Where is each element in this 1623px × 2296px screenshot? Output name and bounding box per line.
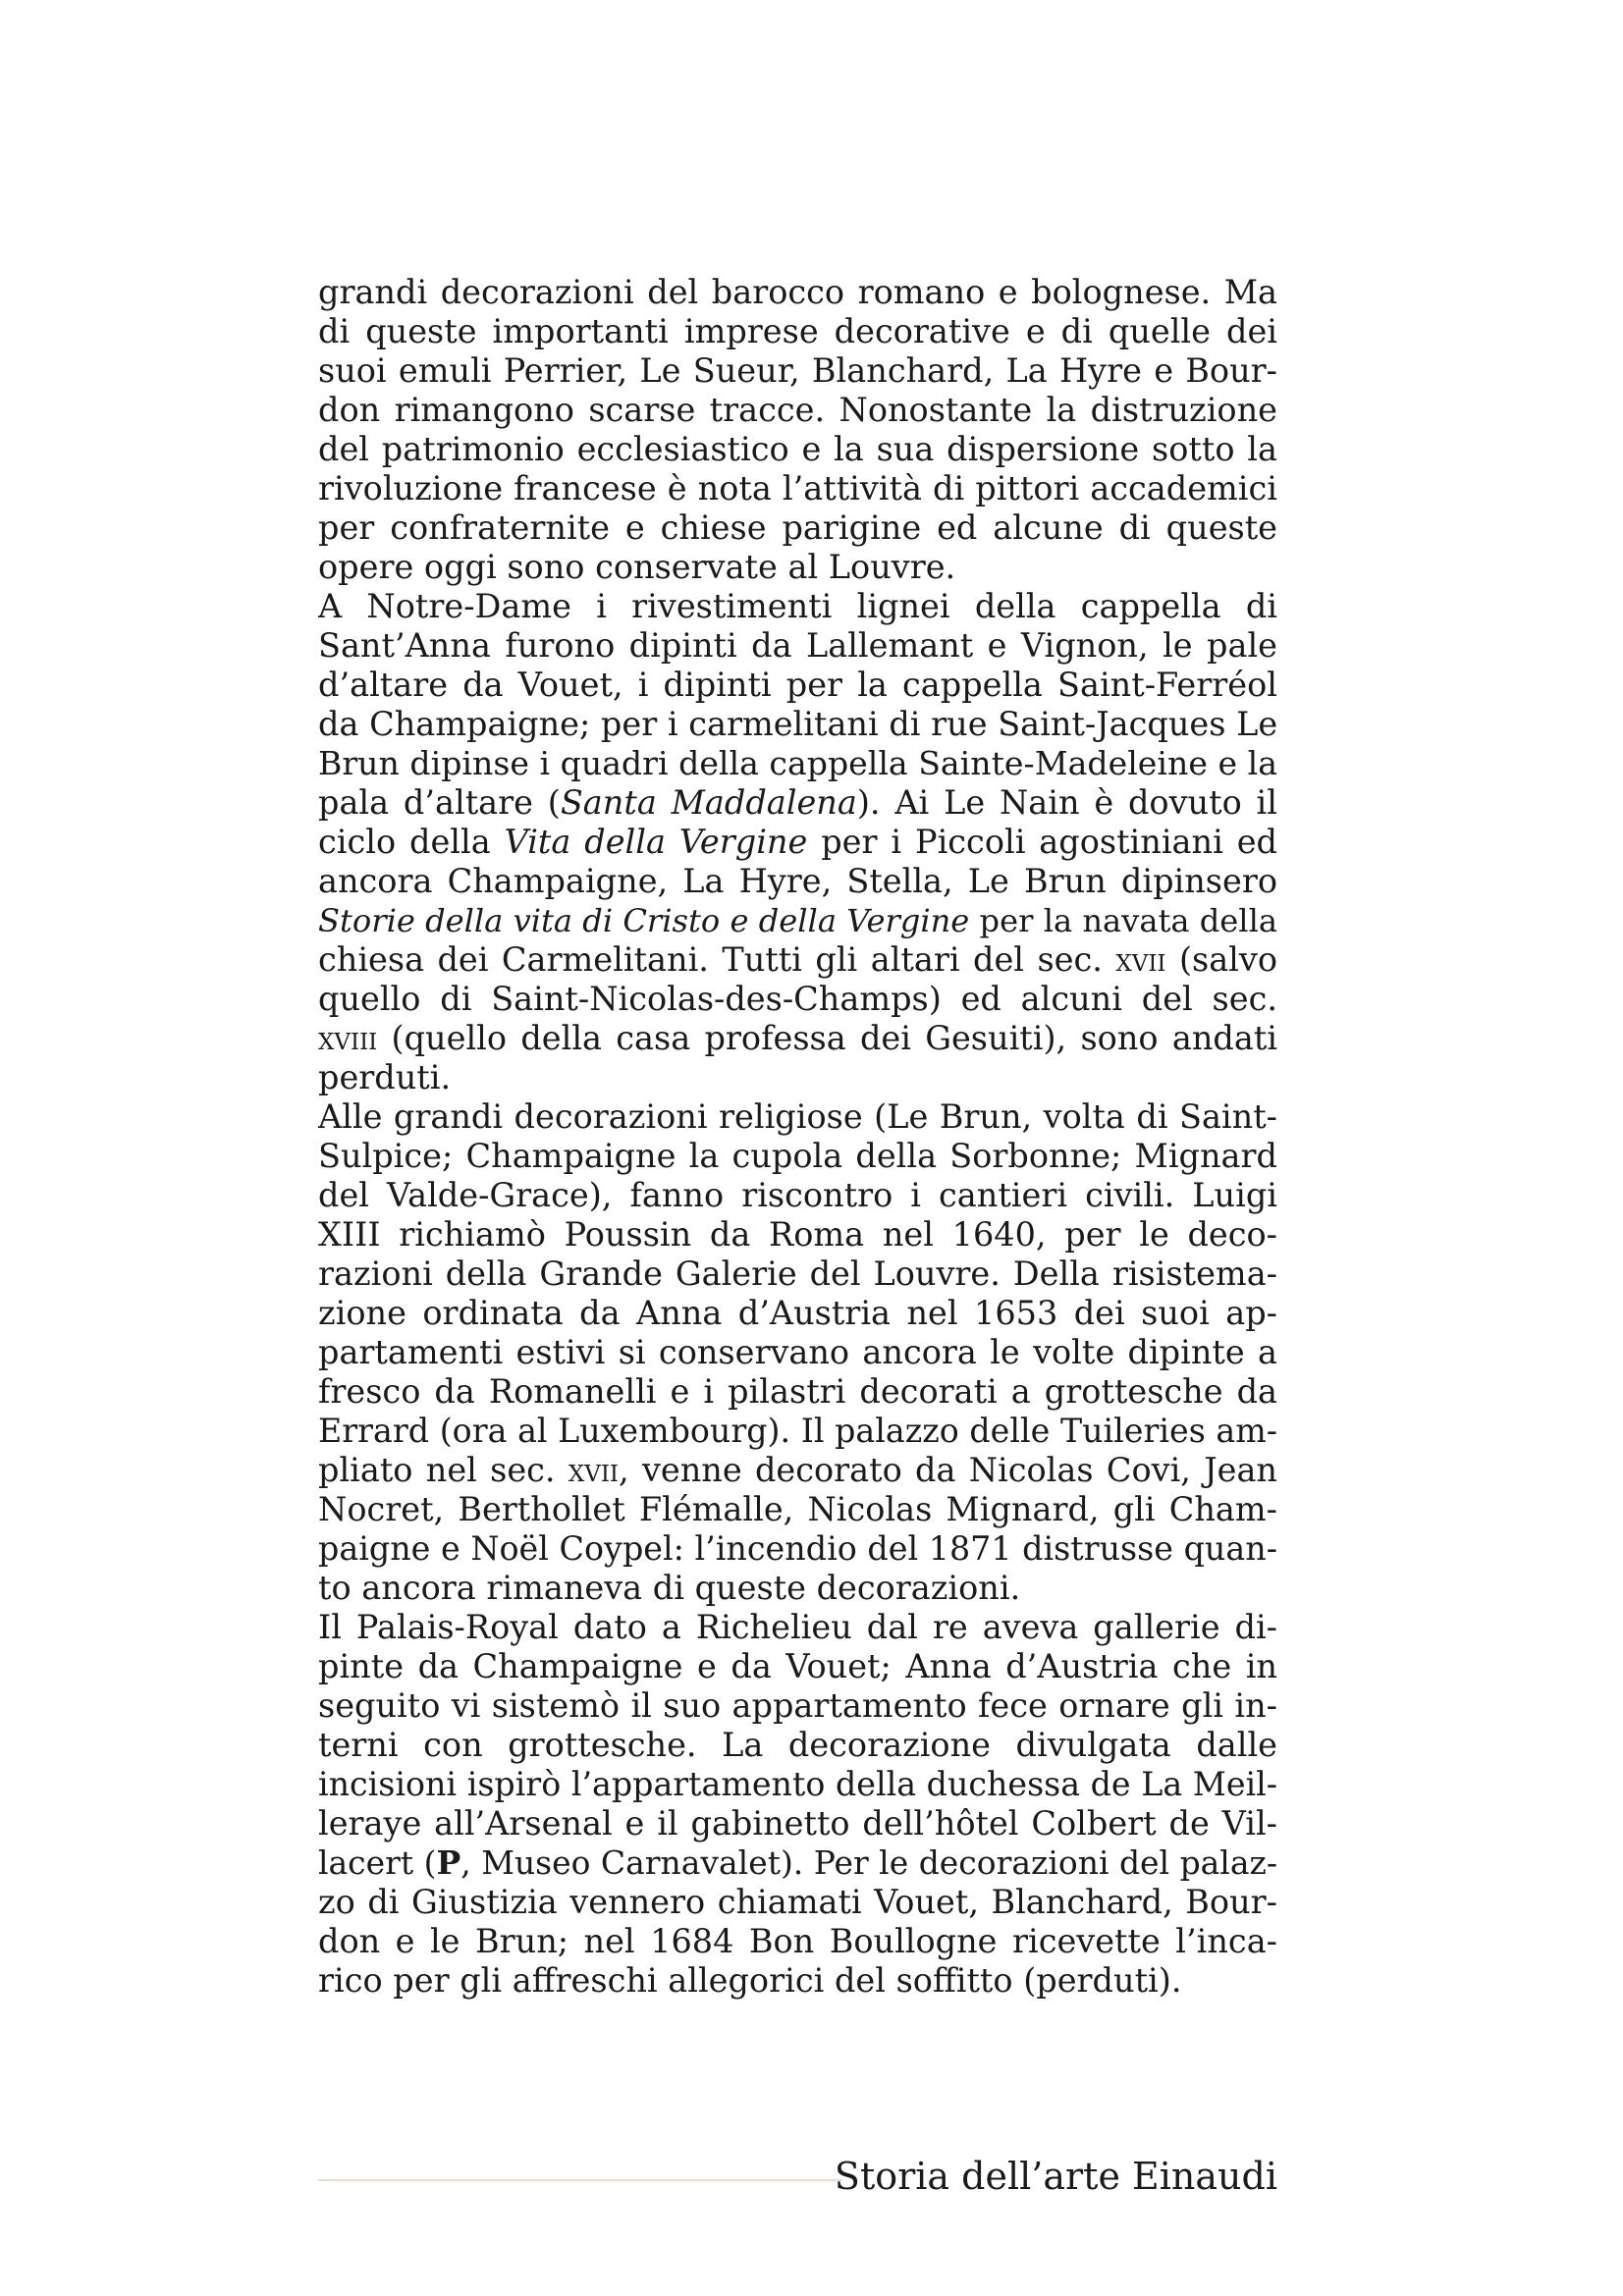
text-line: [318, 783, 1277, 823]
century-numeral: xviii: [318, 1019, 378, 1057]
italic-title: Vita della Vergine: [504, 823, 808, 861]
italic-title: Santa Maddalena: [560, 783, 857, 822]
text-line: rivoluzione francese è nota l’attività di pittori accademici: [318, 469, 1277, 507]
text-line: [318, 1843, 1277, 1883]
text-line: Alle grandi decorazioni religiose (Le Brun, volta di Saint-: [318, 1097, 1277, 1136]
text-fragment: (salvo: [1165, 940, 1277, 979]
text-line: zo di Giustizia vennero chiamati Vouet, Blanchard, Bour-: [318, 1883, 1277, 1921]
text-line: di queste importanti imprese decorative e di quelle dei: [318, 312, 1277, 350]
text-line: zione ordinata da Anna d’Austria nel 1653 dei suoi ap-: [318, 1294, 1277, 1332]
text-line: to ancora rimaneva di queste decorazioni.: [318, 1569, 1021, 1607]
text-line: Sulpice; Champaigne la cupola della Sorbonne; Mignard: [318, 1137, 1277, 1175]
footer-title: Storia dell’arte Einaudi: [834, 2155, 1277, 2198]
text-fragment: ). Ai Le Nain è dovuto il: [856, 783, 1277, 822]
text-fragment: , venne decorato da Nicolas Covi, Jean: [619, 1451, 1277, 1489]
text-line: [318, 823, 1277, 862]
text-line: perduti.: [318, 1058, 452, 1096]
text-line: quello di Saint-Nicolas-des-Champs) ed alcuni del sec.: [318, 980, 1277, 1018]
text-line: [318, 1451, 1277, 1490]
text-line: grandi decorazioni del barocco romano e bolognese. Ma: [318, 273, 1277, 311]
text-line: rico per gli affreschi allegorici del soffitto (perduti).: [318, 1961, 1182, 2000]
text-fragment: ciclo della: [318, 823, 505, 861]
century-numeral: xvii: [568, 1451, 620, 1489]
text-fragment: pala d’altare (: [318, 783, 561, 822]
text-fragment: pliato nel sec.: [318, 1451, 568, 1489]
text-line: [318, 1019, 1277, 1058]
text-line: razioni della Grande Galerie del Louvre. Della risistema-: [318, 1255, 1277, 1293]
text-line: del patrimonio ecclesiastico e la sua dispersione sotto la: [318, 430, 1277, 468]
text-line: Sant’Anna furono dipinti da Lallemant e Vignon, le pale: [318, 626, 1277, 665]
text-line: terni con grottesche. La decorazione divulgata dalle: [318, 1726, 1277, 1764]
text-line: Brun dipinse i quadri della cappella Sainte-Madeleine e la: [318, 744, 1277, 782]
text-line: d’altare da Vouet, i dipinti per la cappella Saint-Ferréol: [318, 666, 1277, 704]
text-line: Errard (ora al Luxembourg). Il palazzo delle Tuileries am-: [318, 1412, 1277, 1450]
text-line: Nocret, Berthollet Flémalle, Nicolas Mignard, gli Cham-: [318, 1490, 1277, 1528]
bold-abbreviation: P: [436, 1843, 461, 1882]
text-line: fresco da Romanelli e i pilastri decorati a grottesche da: [318, 1372, 1277, 1411]
text-line: seguito vi sistemò il suo appartamento fece ornare gli in-: [318, 1686, 1277, 1725]
text-line: don e le Brun; nel 1684 Bon Boullogne ricevette l’inca-: [318, 1922, 1277, 1960]
text-fragment: lacert (: [318, 1843, 437, 1882]
text-line: [318, 901, 1277, 940]
footer-rule: [318, 2179, 842, 2181]
text-fragment: (quello della casa professa dei Gesuiti), sono andati: [377, 1019, 1277, 1057]
text-line: pinte da Champaigne e da Vouet; Anna d’Austria che in: [318, 1647, 1277, 1685]
century-numeral: xvii: [1115, 940, 1166, 979]
text-fragment: chiesa dei Carmelitani. Tutti gli altari del sec.: [318, 940, 1116, 979]
text-line: Il Palais-Royal dato a Richelieu dal re aveva gallerie di-: [318, 1608, 1277, 1646]
body-text: [318, 273, 1277, 2001]
text-line: partamenti estivi si conservano ancora le volte dipinte a: [318, 1333, 1277, 1371]
text-line: del Valde-Grace), fanno riscontro i cantieri civili. Luigi: [318, 1176, 1277, 1214]
text-line: XIII richiamò Poussin da Roma nel 1640, per le deco-: [318, 1215, 1277, 1254]
text-line: don rimangono scarse tracce. Nonostante la distruzione: [318, 391, 1277, 429]
text-line: opere oggi sono conservate al Louvre.: [318, 548, 956, 586]
text-line: paigne e Noël Coypel: l’incendio del 1871 distrusse quan-: [318, 1529, 1277, 1568]
text-line: incisioni ispirò l’appartamento della duchessa de La Meil-: [318, 1765, 1277, 1803]
text-line: leraye all’Arsenal e il gabinetto dell’hôtel Colbert de Vil-: [318, 1804, 1277, 1842]
text-line: ancora Champaigne, La Hyre, Stella, Le Brun dipinsero: [318, 862, 1277, 900]
text-line: A Notre-Dame i rivestimenti lignei della cappella di: [318, 587, 1277, 625]
text-line: [318, 940, 1277, 980]
text-line: per confraternite e chiese parigine ed alcune di queste: [318, 508, 1277, 547]
text-fragment: , Museo Carnavalet). Per le decorazioni del palaz-: [460, 1843, 1277, 1882]
text-fragment: per i Piccoli agostiniani ed: [807, 823, 1277, 861]
text-line: suoi emuli Perrier, Le Sueur, Blanchard, La Hyre e Bour-: [318, 351, 1277, 390]
text-fragment: per la navata della: [969, 902, 1277, 939]
text-line: da Champaigne; per i carmelitani di rue Saint-Jacques Le: [318, 705, 1277, 743]
italic-title: Storie della vita di Cristo e della Vergine: [318, 902, 970, 939]
